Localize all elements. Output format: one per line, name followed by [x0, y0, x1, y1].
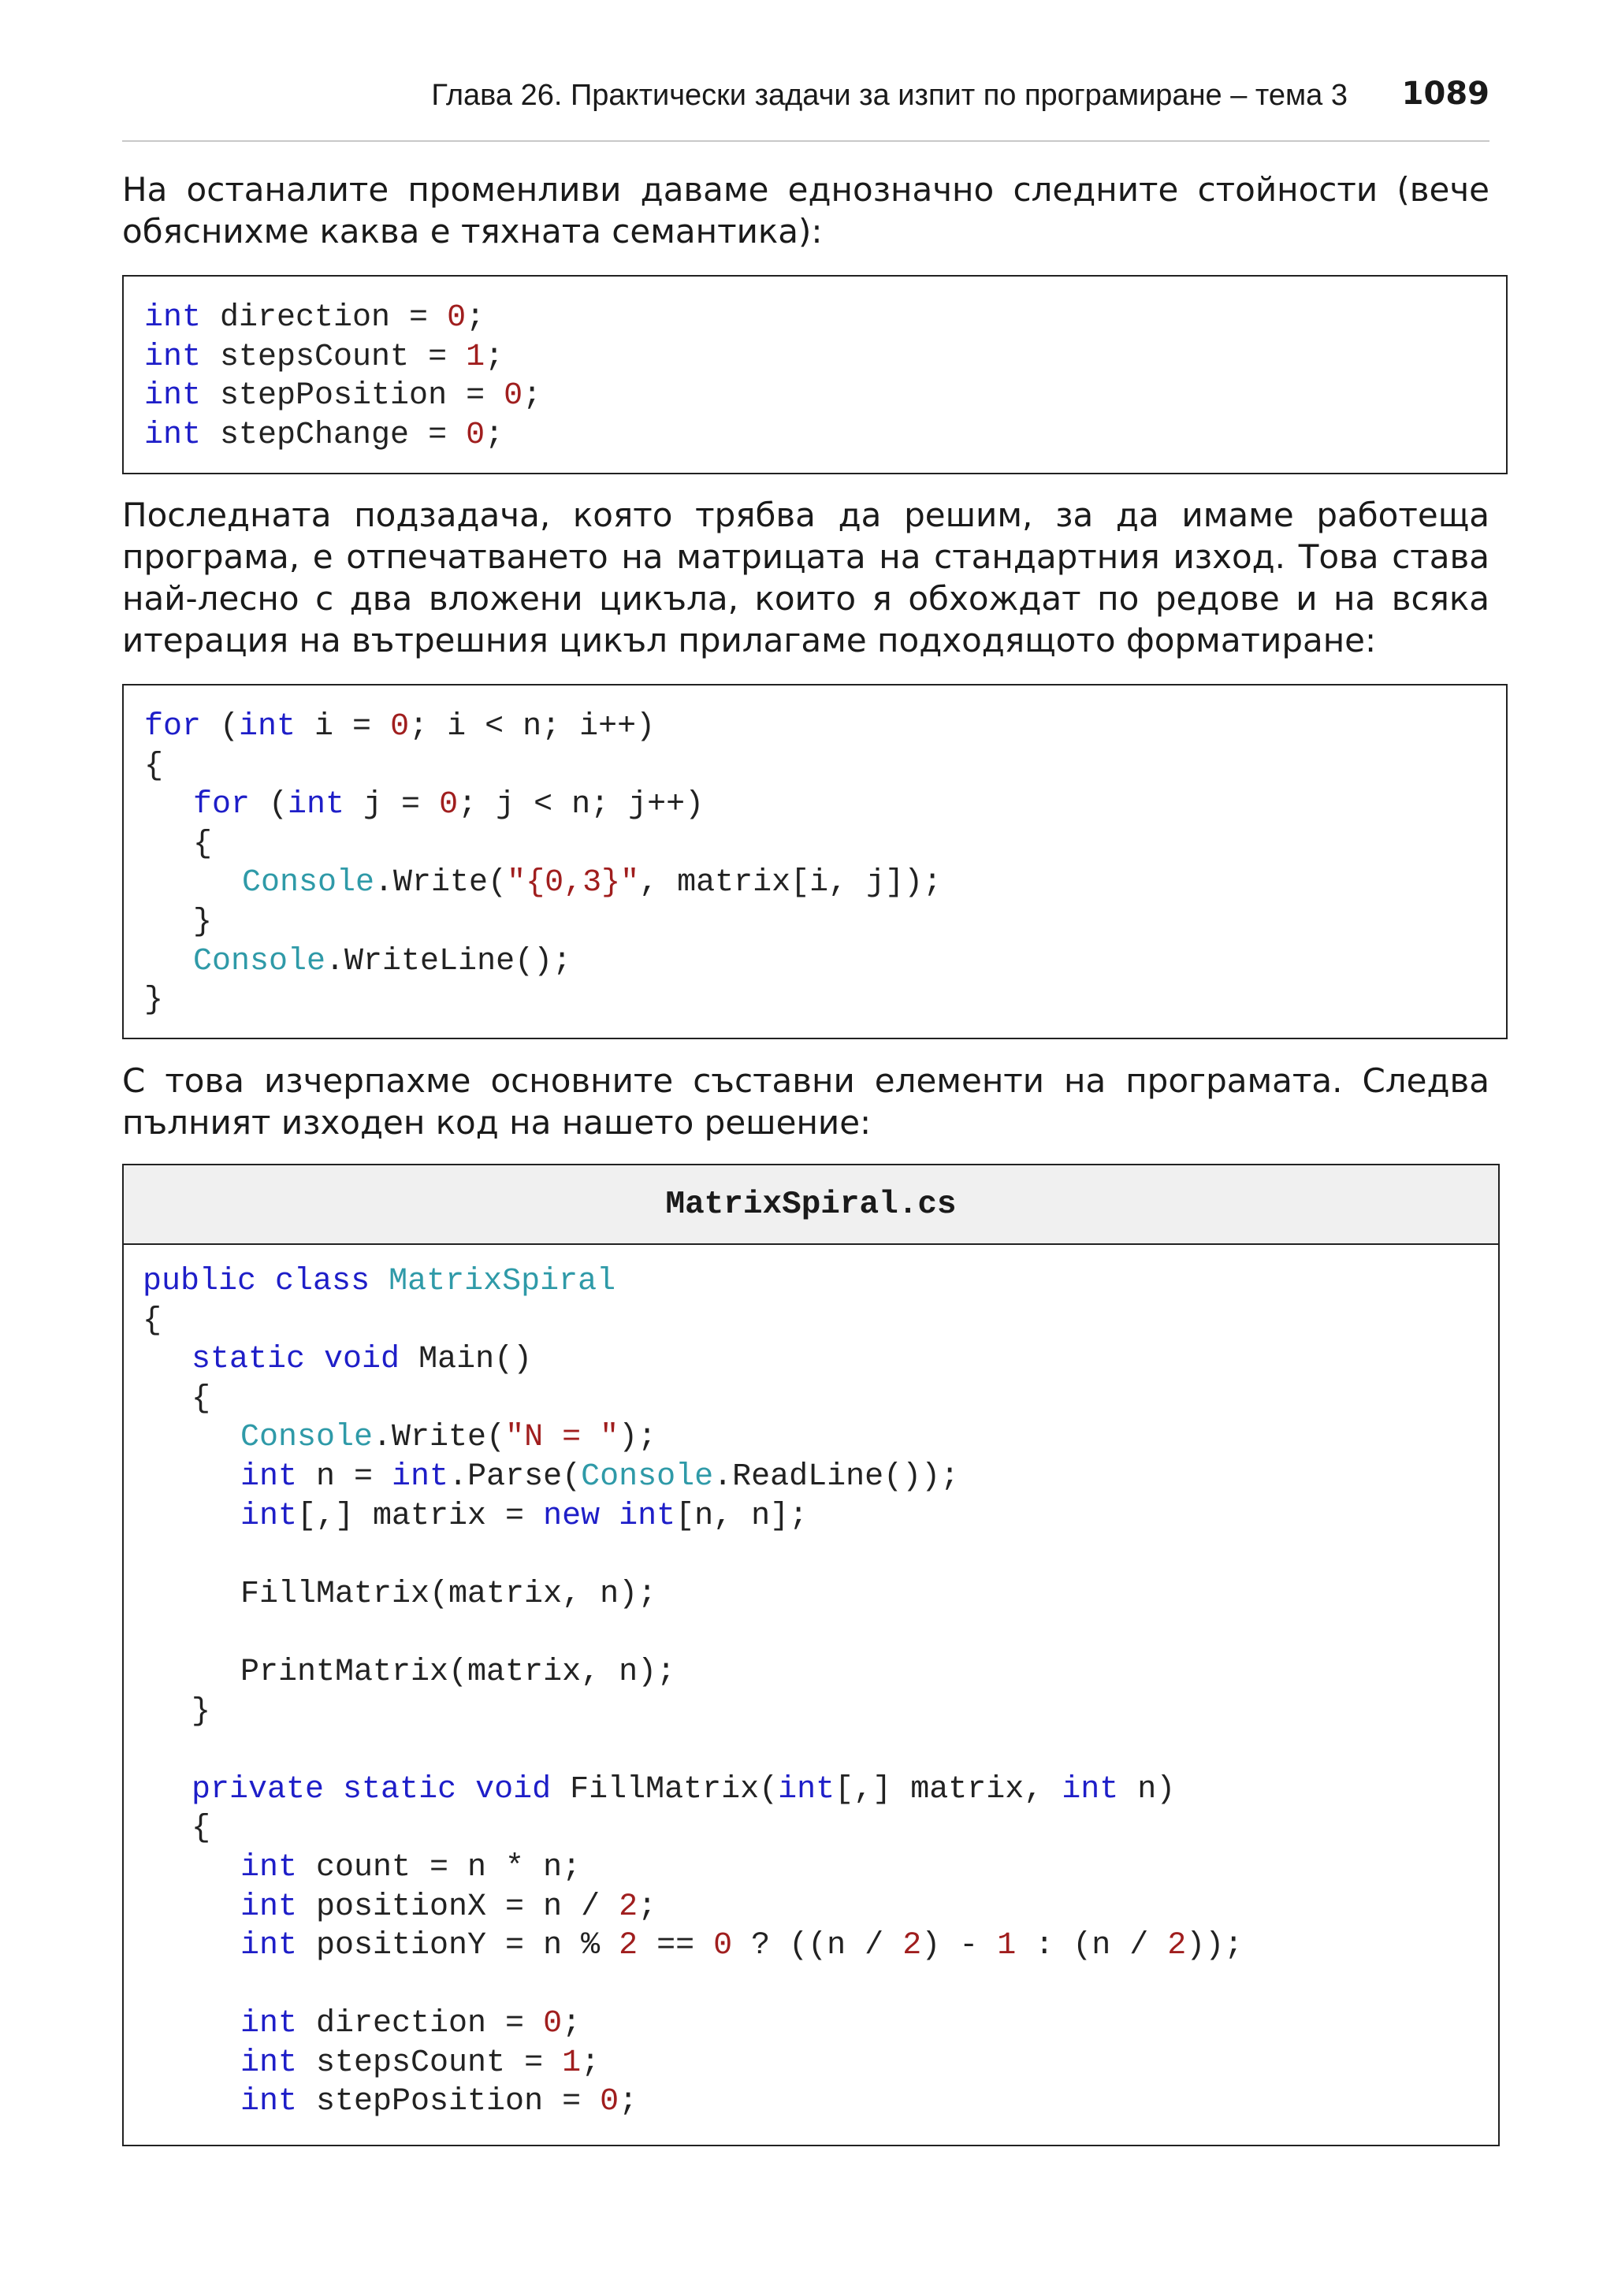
code-line: int stepChange = 0;: [144, 417, 504, 453]
code-line: int positionY = n % 2 == 0 ? ((n / 2) - 1 : (n / 2));: [240, 1928, 1244, 1964]
code-line: int count = n * n;: [240, 1849, 582, 1885]
code-line: FillMatrix(matrix, n);: [240, 1576, 657, 1612]
code-line: Console.Write("N = ");: [240, 1420, 657, 1456]
source-file-block: [122, 1164, 1500, 2146]
code-block-print-loop: [122, 684, 1508, 1039]
code-line: }: [192, 1693, 211, 1729]
chapter-title: Глава 26. Практически задачи за изпит по програмиране – тема 3: [431, 79, 1348, 112]
code-line: {: [144, 748, 164, 784]
file-body: [124, 1245, 1498, 2122]
code-lines: [144, 708, 1506, 1020]
code-line: public class MatrixSpiral: [143, 1264, 616, 1299]
code-line: int n = int.Parse(Console.ReadLine());: [240, 1458, 960, 1495]
code-line: int stepPosition = 0;: [144, 378, 542, 414]
code-block-variables: [122, 275, 1508, 474]
code-line: {: [192, 1380, 211, 1417]
code-line: for (int j = 0; j < n; j++): [193, 787, 705, 823]
code-line: int stepsCount = 1;: [240, 2045, 601, 2081]
paragraph-print: Последната подзадача, която трябва да решим, за да имаме работеща програма, е отпечатването на матрицата на стандартния изход. Това става най-лесно с два вложени цикъла, които я обхождат по редове и на всяка итерация на вътрешния цикъл прилагаме подходящото форматиране:: [122, 496, 1489, 659]
code-line: int stepsCount = 1;: [144, 339, 504, 375]
code-line: {: [143, 1302, 162, 1339]
code-line: {: [193, 826, 213, 862]
code-line: [143, 1536, 1498, 1575]
code-line: private static void FillMatrix(int[,] matrix, int n): [192, 1771, 1176, 1807]
code-line: Console.Write("{0,3}", matrix[i, j]);: [242, 865, 943, 901]
code-line: }: [144, 983, 164, 1019]
code-line: int[,] matrix = new int[n, n];: [240, 1498, 809, 1534]
paragraph-full-code: С това изчерпахме основните съставни елементи на програмата. Следва пълният изходен код на нашето решение:: [122, 1061, 1489, 1142]
code-line: }: [193, 904, 213, 940]
code-lines: [144, 299, 1506, 455]
code-line: {: [192, 1811, 211, 1847]
file-name: MatrixSpiral.cs: [665, 1187, 957, 1223]
page-header: [122, 76, 1489, 142]
code-line: int direction = 0;: [144, 300, 485, 336]
code-line: int direction = 0;: [240, 2006, 582, 2042]
code-line: [143, 1614, 1498, 1653]
code-lines: [143, 1262, 1498, 2122]
code-line: for (int i = 0; i < n; i++): [144, 709, 656, 745]
code-line: int stepPosition = 0;: [240, 2084, 638, 2120]
page-number: 1089: [1401, 76, 1489, 112]
file-header: [124, 1165, 1498, 1245]
code-line: int positionX = n / 2;: [240, 1889, 657, 1925]
code-line: [143, 1731, 1498, 1770]
code-line: PrintMatrix(matrix, n);: [240, 1654, 676, 1690]
paragraph-intro: На останалите променливи даваме еднозначно следните стойности (вече обяснихме каква е тяхната семантика):: [122, 170, 1489, 251]
code-line: Console.WriteLine();: [193, 943, 572, 979]
code-line: static void Main(): [192, 1342, 533, 1378]
code-line: [143, 1966, 1498, 2005]
